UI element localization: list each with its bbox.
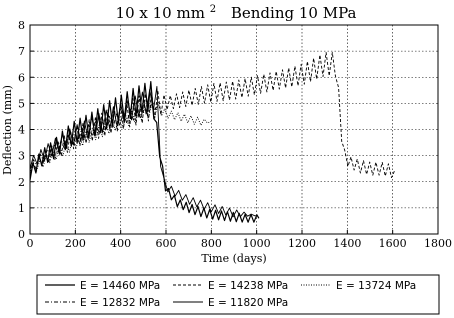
x-tick-label: 600 bbox=[155, 237, 177, 250]
x-axis-label: Time (days) bbox=[201, 252, 267, 265]
chart-title-tail: Bending 10 MPa bbox=[230, 4, 357, 22]
chart-title-main: 10 x 10 mm bbox=[115, 4, 205, 22]
x-tick-label: 200 bbox=[64, 237, 86, 250]
legend-label: E = 11820 MPa bbox=[208, 297, 289, 309]
x-tick-label: 400 bbox=[110, 237, 132, 250]
series-lines bbox=[30, 52, 395, 222]
x-tick-label: 1800 bbox=[424, 237, 452, 250]
legend-label: E = 14460 MPa bbox=[80, 280, 161, 292]
y-tick-label: 0 bbox=[18, 228, 25, 241]
x-tick-label: 0 bbox=[26, 237, 34, 250]
grid bbox=[30, 25, 438, 234]
legend-label: E = 14238 MPa bbox=[208, 280, 289, 292]
y-tick-label: 1 bbox=[18, 201, 25, 215]
y-tick-label: 5 bbox=[18, 97, 25, 111]
x-tick-label: 1400 bbox=[333, 237, 362, 250]
legend-label: E = 13724 MPa bbox=[336, 280, 417, 292]
chart-title-superscript: 2 bbox=[209, 4, 217, 15]
y-axis-label: Deflection (mm) bbox=[1, 85, 14, 175]
y-tick-label: 2 bbox=[18, 175, 25, 189]
x-tick-label: 1000 bbox=[242, 237, 271, 250]
x-tick-label: 800 bbox=[200, 237, 222, 250]
chart-title bbox=[116, 0, 357, 22]
y-tick-label: 7 bbox=[18, 45, 25, 59]
y-tick-label: 3 bbox=[18, 149, 25, 163]
y-tick-label: 4 bbox=[18, 123, 25, 137]
x-tick-label: 1600 bbox=[378, 237, 407, 250]
legend-label: E = 12832 MPa bbox=[80, 297, 161, 309]
x-tick-label: 1200 bbox=[288, 237, 316, 250]
y-tick-label: 8 bbox=[18, 19, 25, 32]
y-tick-label: 6 bbox=[18, 71, 25, 85]
series-line bbox=[30, 52, 395, 177]
